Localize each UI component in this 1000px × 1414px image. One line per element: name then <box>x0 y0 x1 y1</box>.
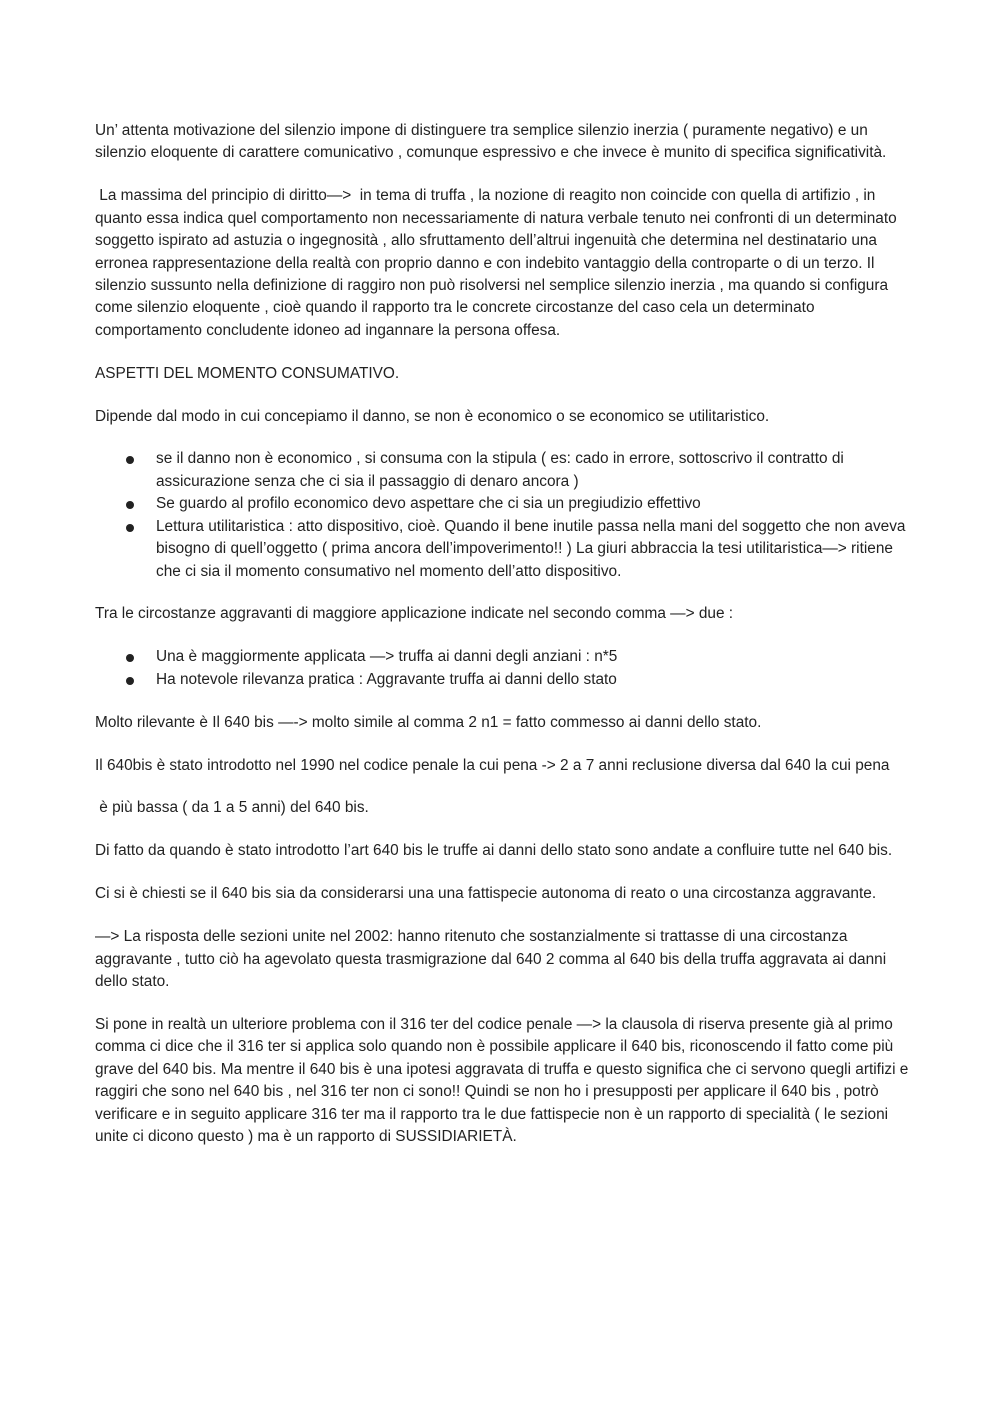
list-item <box>95 516 910 583</box>
list-item <box>95 646 910 668</box>
paragraph-circostanze-aggravanti: Tra le circostanze aggravanti di maggiore applicazione indicate nel secondo comma —> due : <box>95 605 734 623</box>
list-item <box>95 669 910 691</box>
section-heading-momento-consumativo: ASPETTI DEL MOMENTO CONSUMATIVO. <box>95 364 400 382</box>
bullet-dot-icon <box>126 456 134 464</box>
bullet-dot-icon <box>126 501 134 509</box>
list-item <box>95 493 910 515</box>
list-item-text: Se guardo al profilo economico devo aspettare che ci sia un pregiudizio effettivo <box>156 495 701 513</box>
bullet-dot-icon <box>126 654 134 662</box>
paragraph-massima-principio: La massima del principio di diritto—> in tema di truffa , la nozione di reagito non coincide con quella di artifizio , in quanto essa indica quel comportamento non necessariamente di natura verbale tenuto nei confronti di un determinato soggetto ispirato ad astuzia o ingegnosità , allo sfruttamento dell’altrui ingenuità che determina nel destinatario una erronea rappresentazione della realtà con proprio danno e con indebito vantaggio della controparte o di un terzo. Il silenzio sussunto nella definizione di raggiro non può risolversi nel semplice silenzio inerzia , ma quando si configura come silenzio eloquente , cioè quando il rapporto tra le concrete circostanze del caso cela un determinato comportamento concludente idoneo ad ingannare la persona offesa. <box>95 187 901 339</box>
list-item-text: Ha notevole rilevanza pratica : Aggravante truffa ai danni dello stato <box>156 670 617 688</box>
paragraph-sezioni-unite-2002: —> La risposta delle sezioni unite nel 2002: hanno ritenuto che sostanzialmente si trattasse di una circostanza aggravante , tutto ciò ha agevolato questa trasmigrazione dal 640 2 comma al 640 bis della truffa aggravata ai danni dello stato. <box>95 928 887 990</box>
paragraph-pena-piu-bassa: è più bassa ( da 1 a 5 anni) del 640 bis. <box>95 799 369 817</box>
list-item-text: Lettura utilitaristica : atto dispositivo, cioè. Quando il bene inutile passa nella mani del soggetto che non aveva bisogno di quell’oggetto ( prima ancora dell’impoverimento!! ) La giuri abbraccia la tesi utilitaristica—> ritiene che ci sia il momento consumativo nel momento dell’atto dispositivo. <box>156 517 906 580</box>
paragraph-concezione-danno: Dipende dal modo in cui concepiamo il danno, se non è economico o se economico se utilitaristico. <box>95 407 770 425</box>
bullet-list-consumazione <box>95 448 910 582</box>
bullet-dot-icon <box>126 677 134 685</box>
paragraph-truffe-confluite: Di fatto da quando è stato introdotto l’art 640 bis le truffe ai danni dello stato sono andate a confluire tutte nel 640 bis. <box>95 842 893 860</box>
paragraph-640-bis-rilevante: Molto rilevante è Il 640 bis —-> molto simile al comma 2 n1 = fatto commesso ai danni dello stato. <box>95 713 762 731</box>
document-page <box>95 120 910 1169</box>
bullet-dot-icon <box>126 524 134 532</box>
paragraph-fattispecie-autonoma: Ci si è chiesti se il 640 bis sia da considerarsi una una fattispecie autonoma di reato o una circostanza aggravante. <box>95 885 877 903</box>
list-item-text: Una è maggiormente applicata —> truffa ai danni degli anziani : n*5 <box>156 648 618 666</box>
paragraph-316-ter: Si pone in realtà un ulteriore problema con il 316 ter del codice penale —> la clausola di riserva presente già al primo comma ci dice che il 316 ter si applica solo quando non è possibile applicare il 640 bis, riconoscendo il fatto come più grave del 640 bis. Ma mentre il 640 bis è una ipotesi aggravata di truffa e questo significa che ci servono quegli artifizi e raggiri che sono nel 640 bis , nel 316 ter non ci sono!! Quindi se non ho i presupposti per applicare il 640 bis , potrò verificare e in seguito applicare 316 ter ma il rapporto tra le due fattispecie non è un rapporto di specialità ( le sezioni unite ci dicono questo ) ma è un rapporto di SUSSIDIARIETÀ. <box>95 1015 909 1145</box>
bullet-list-aggravanti <box>95 646 910 691</box>
paragraph-640-bis-introduzione: Il 640bis è stato introdotto nel 1990 nel codice penale la cui pena -> 2 a 7 anni reclusione diversa dal 640 la cui pena <box>95 756 890 774</box>
list-item-text: se il danno non è economico , si consuma con la stipula ( es: cado in errore, sottoscrivo il contratto di assicurazione senza che ci sia il passaggio di denaro ancora ) <box>156 450 844 490</box>
paragraph-silenzio-motivazione: Un’ attenta motivazione del silenzio impone di distinguere tra semplice silenzio inerzia ( puramente negativo) e un silenzio eloquente di carattere comunicativo , comunque espressivo e che invece è munito di specifica significatività. <box>95 122 887 162</box>
list-item <box>95 448 910 493</box>
